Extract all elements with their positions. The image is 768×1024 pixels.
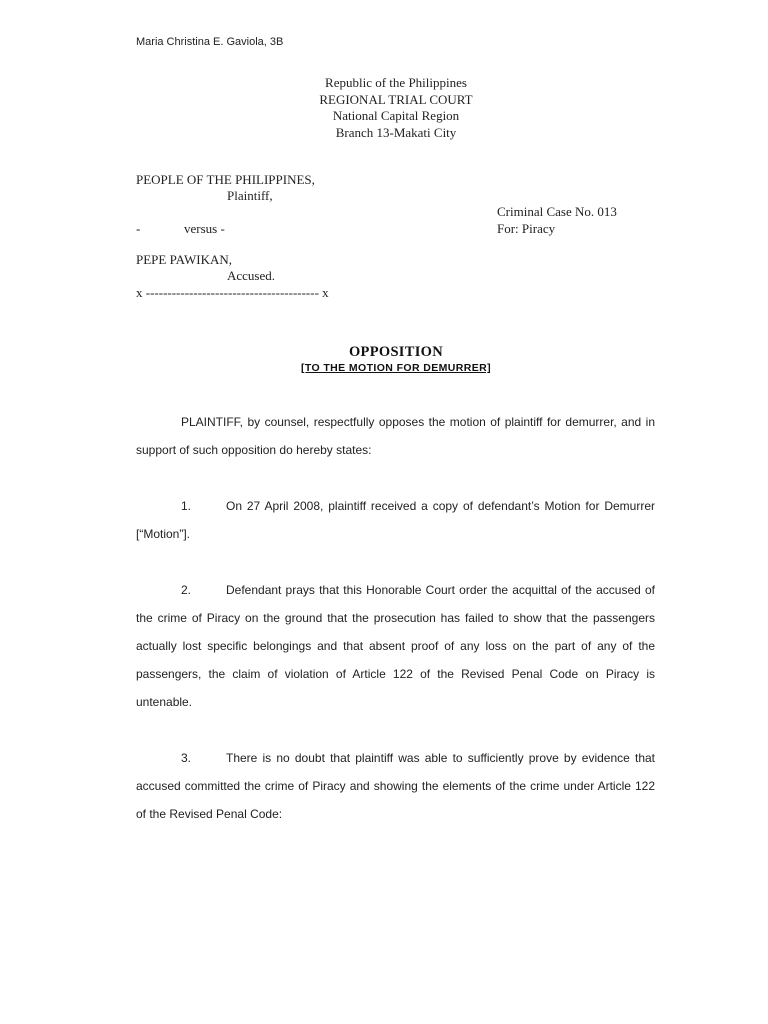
- court-header-court: REGIONAL TRIAL COURT: [319, 91, 473, 107]
- versus-dash: -: [136, 221, 141, 236]
- paragraph-2: [136, 576, 655, 716]
- paragraph-2-number: 2.: [181, 583, 192, 597]
- plaintiff-name: PEOPLE OF THE PHILIPPINES,: [136, 172, 315, 187]
- case-number: Criminal Case No. 013: [497, 204, 617, 219]
- paragraph-3-number: 3.: [181, 751, 192, 765]
- paragraph-2-text: Defendant prays that this Honorable Court order the acquittal of the accused of the crime of Piracy on the ground that the prosecution has failed to show that the passengers actually lost specific belongings and that absent proof of any loss on the part of any of the passengers, the claim of violation of Article 122 of the Revised Penal Code on Piracy is untenable.: [136, 583, 655, 709]
- author-name: Maria Christina E. Gaviola, 3B: [136, 36, 284, 48]
- paragraph-1: [136, 492, 655, 548]
- document-subtitle: [TO THE MOTION FOR DEMURRER]: [300, 362, 492, 374]
- accused-name: PEPE PAWIKAN,: [136, 252, 232, 267]
- caption-separator: x ---------------------------------------- x: [136, 285, 329, 300]
- court-header-country: Republic of the Philippines: [325, 75, 467, 90]
- versus-label: versus -: [184, 221, 225, 236]
- paragraph-1-text: On 27 April 2008, plaintiff received a copy of defendant’s Motion for Demurrer [“Motion”].: [136, 499, 655, 541]
- paragraph-3: [136, 744, 655, 828]
- paragraph-1-number: 1.: [181, 499, 192, 513]
- document-title: OPPOSITION: [348, 344, 444, 360]
- plaintiff-role: Plaintiff,: [227, 188, 273, 203]
- intro-paragraph: PLAINTIFF, by counsel, respectfully opposes the motion of plaintiff for demurrer, and in support of such opposition do hereby states:: [136, 415, 655, 457]
- paragraph-3-text: There is no doubt that plaintiff was able to sufficiently prove by evidence that accused committed the crime of Piracy and showing the elements of the crime under Article 122 of the Revised Penal Code:: [136, 751, 655, 821]
- court-header: [0, 75, 768, 141]
- case-offense: For: Piracy: [497, 221, 556, 236]
- court-header-region: National Capital Region: [332, 108, 460, 123]
- accused-role: Accused.: [227, 268, 276, 283]
- court-header-branch: Branch 13-Makati City: [335, 124, 457, 140]
